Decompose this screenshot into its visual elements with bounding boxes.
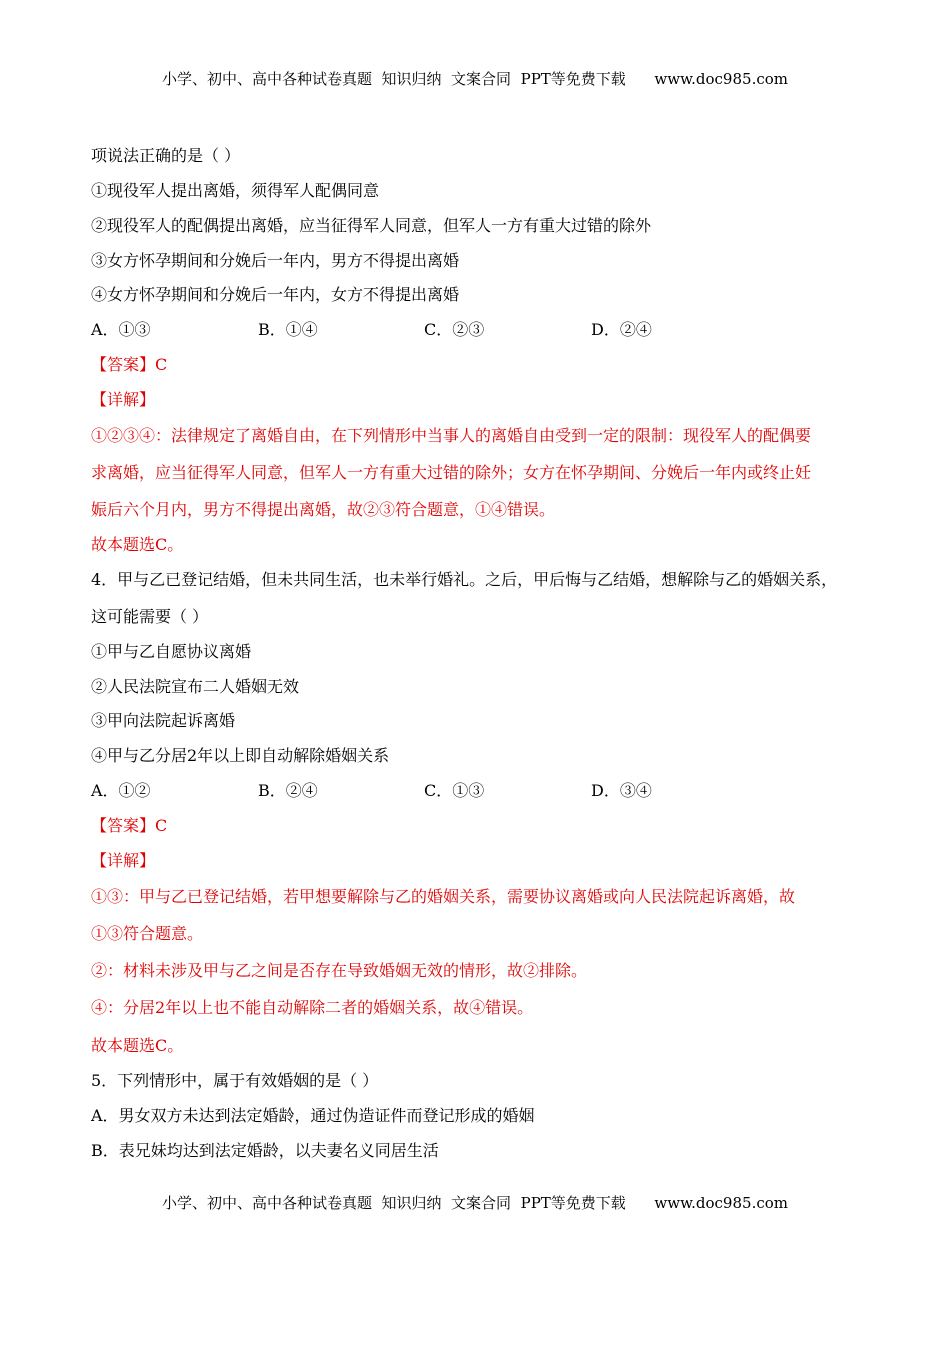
q4-item-1: ①甲与乙自愿协议离婚 bbox=[91, 642, 252, 661]
q3-conclusion: 故本题选C。 bbox=[91, 535, 184, 554]
page-footer: 小学、初中、高中各种试卷真题 知识归纳 文案合同 PPT等免费下载 www.doc985.com bbox=[161, 1194, 788, 1212]
q4-answer: 【答案】C bbox=[91, 816, 168, 835]
q4-option-a: A．①② bbox=[91, 781, 151, 800]
q4-item-3: ③甲向法院起诉离婚 bbox=[91, 711, 236, 730]
q4-explanation-3: ②：材料未涉及甲与乙之间是否存在导致婚姻无效的情形，故②排除。 bbox=[91, 961, 588, 980]
q4-stem-2: 这可能需要（ ） bbox=[91, 607, 209, 626]
q3-stem-tail: 项说法正确的是（ ） bbox=[91, 146, 241, 165]
q3-item-2: ②现役军人的配偶提出离婚，应当征得军人同意，但军人一方有重大过错的除外 bbox=[91, 216, 652, 235]
q4-stem-1: 4．甲与乙已登记结婚，但未共同生活，也未举行婚礼。之后，甲后悔与乙结婚，想解除与乙的婚姻关系， bbox=[91, 570, 838, 589]
q4-item-4: ④甲与乙分居2年以上即自动解除婚姻关系 bbox=[91, 746, 390, 765]
q3-option-a: A．①③ bbox=[91, 320, 151, 339]
q4-detail-label: 【详解】 bbox=[91, 851, 156, 870]
q3-item-1: ①现役军人提出离婚，须得军人配偶同意 bbox=[91, 181, 380, 200]
q4-conclusion: 故本题选C。 bbox=[91, 1036, 184, 1055]
q3-option-b: B．①④ bbox=[258, 320, 318, 339]
q3-option-d: D．②④ bbox=[591, 320, 652, 339]
q3-answer: 【答案】C bbox=[91, 355, 168, 374]
q3-option-c: C．②③ bbox=[424, 320, 485, 339]
q4-item-2: ②人民法院宣布二人婚姻无效 bbox=[91, 677, 300, 696]
q4-option-c: C．①③ bbox=[424, 781, 485, 800]
q4-explanation-2: ①③符合题意。 bbox=[91, 924, 204, 943]
q3-explanation-2: 求离婚，应当征得军人同意，但军人一方有重大过错的除外；女方在怀孕期间、分娩后一年内或终止妊 bbox=[91, 463, 812, 482]
q3-explanation-1: ①②③④：法律规定了离婚自由，在下列情形中当事人的离婚自由受到一定的限制：现役军人的配偶要 bbox=[91, 426, 812, 445]
q4-option-d: D．③④ bbox=[591, 781, 652, 800]
q5-option-b: B．表兄妹均达到法定婚龄，以夫妻名义同居生活 bbox=[91, 1141, 439, 1160]
q3-explanation-3: 娠后六个月内，男方不得提出离婚，故②③符合题意，①④错误。 bbox=[91, 500, 556, 519]
page-header: 小学、初中、高中各种试卷真题 知识归纳 文案合同 PPT等免费下载 www.doc985.com bbox=[161, 70, 788, 88]
q3-detail-label: 【详解】 bbox=[91, 390, 156, 409]
q4-explanation-4: ④：分居2年以上也不能自动解除二者的婚姻关系，故④错误。 bbox=[91, 998, 534, 1017]
q5-option-a: A．男女双方未达到法定婚龄，通过伪造证件而登记形成的婚姻 bbox=[91, 1106, 535, 1125]
q5-stem: 5．下列情形中，属于有效婚姻的是（ ） bbox=[91, 1071, 379, 1090]
q4-option-b: B．②④ bbox=[258, 781, 318, 800]
q3-item-3: ③女方怀孕期间和分娩后一年内，男方不得提出离婚 bbox=[91, 251, 460, 270]
q3-item-4: ④女方怀孕期间和分娩后一年内，女方不得提出离婚 bbox=[91, 285, 460, 304]
q4-explanation-1: ①③：甲与乙已登记结婚，若甲想要解除与乙的婚姻关系，需要协议离婚或向人民法院起诉离婚，故 bbox=[91, 887, 796, 906]
